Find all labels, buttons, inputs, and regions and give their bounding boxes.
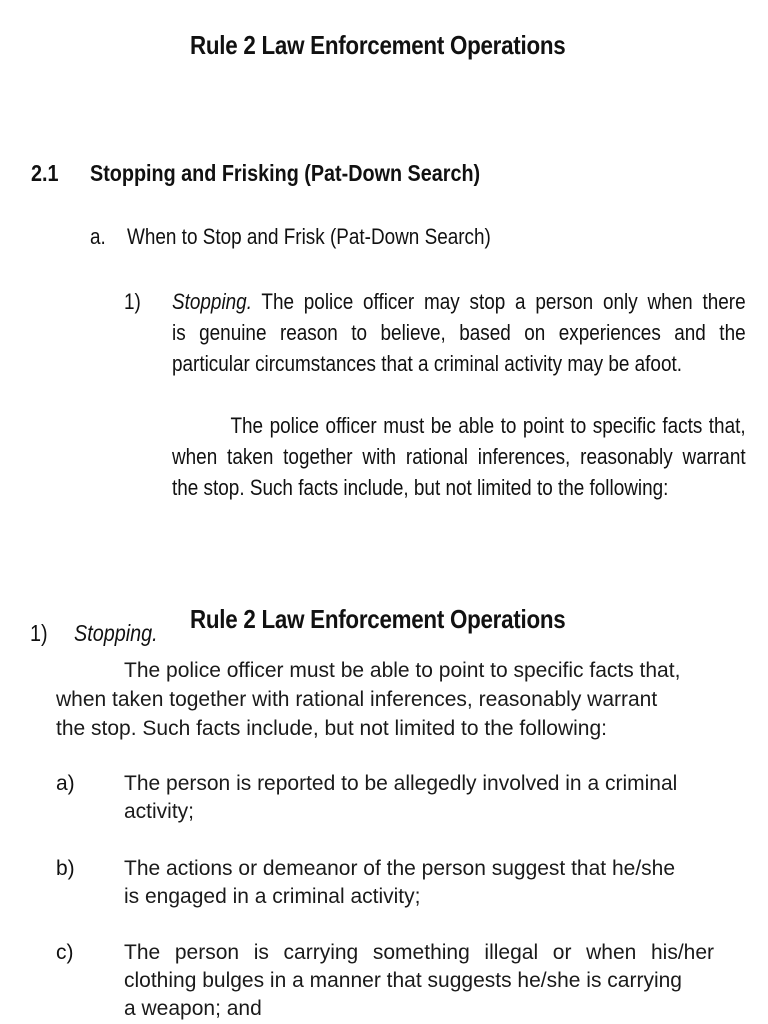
excerpt-title: Rule 2 Law Enforcement Operations <box>190 604 566 634</box>
paragraph-line <box>172 286 746 317</box>
item-label: 1) <box>124 289 141 314</box>
list-item-line: activity; <box>124 800 195 823</box>
list-item-label: b) <box>56 857 75 880</box>
paragraph-line: The police officer must be able to point to specific facts that, <box>230 413 746 438</box>
excerpt-item-label: 1) <box>30 620 48 646</box>
list-item <box>124 939 714 1023</box>
list-item-label: a) <box>56 772 75 795</box>
list-item-line: clothing bulges in a manner that suggests he/she is carrying <box>124 969 682 992</box>
subsection-label: a. <box>90 224 106 249</box>
paragraph-line: is genuine reason to believe, based on experiences and the <box>172 320 746 345</box>
section-number: 2.1 <box>31 160 59 186</box>
facts-paragraph <box>172 410 746 503</box>
list-item-line: The actions or demeanor of the person suggest that he/she <box>124 857 676 880</box>
list-item <box>124 770 714 826</box>
subsection-title: When to Stop and Frisk (Pat-Down Search) <box>127 224 491 249</box>
list-item-line: The person is carrying something illegal or when his/her <box>124 941 714 964</box>
list-item-label: c) <box>56 941 74 964</box>
excerpt-paragraph <box>56 656 706 743</box>
page-title: Rule 2 Law Enforcement Operations <box>190 30 566 60</box>
list-item-line: is engaged in a criminal activity; <box>124 885 421 908</box>
excerpt-stopping-lead: Stopping. <box>74 620 158 646</box>
paragraph-line: The police officer must be able to point to specific facts that, <box>124 659 681 682</box>
paragraph-line: the stop. Such facts include, but not limited to the following: <box>56 717 607 740</box>
list-item-line: a weapon; and <box>124 997 262 1020</box>
paragraph-line: particular circumstances that a criminal activity may be afoot. <box>172 351 682 376</box>
paragraph-line: the stop. Such facts include, but not limited to the following: <box>172 475 669 500</box>
stopping-lead: Stopping. <box>172 289 252 314</box>
stopping-paragraph <box>172 286 746 379</box>
section-title: Stopping and Frisking (Pat-Down Search) <box>90 160 481 186</box>
paragraph-line: when taken together with rational inferences, reasonably warrant <box>56 688 658 711</box>
list-item <box>124 855 714 911</box>
list-item-line: The person is reported to be allegedly involved in a criminal <box>124 772 678 795</box>
paragraph-line: when taken together with rational inferences, reasonably warrant <box>172 444 746 469</box>
paragraph-text: The police officer may stop a person only when there <box>251 289 746 314</box>
